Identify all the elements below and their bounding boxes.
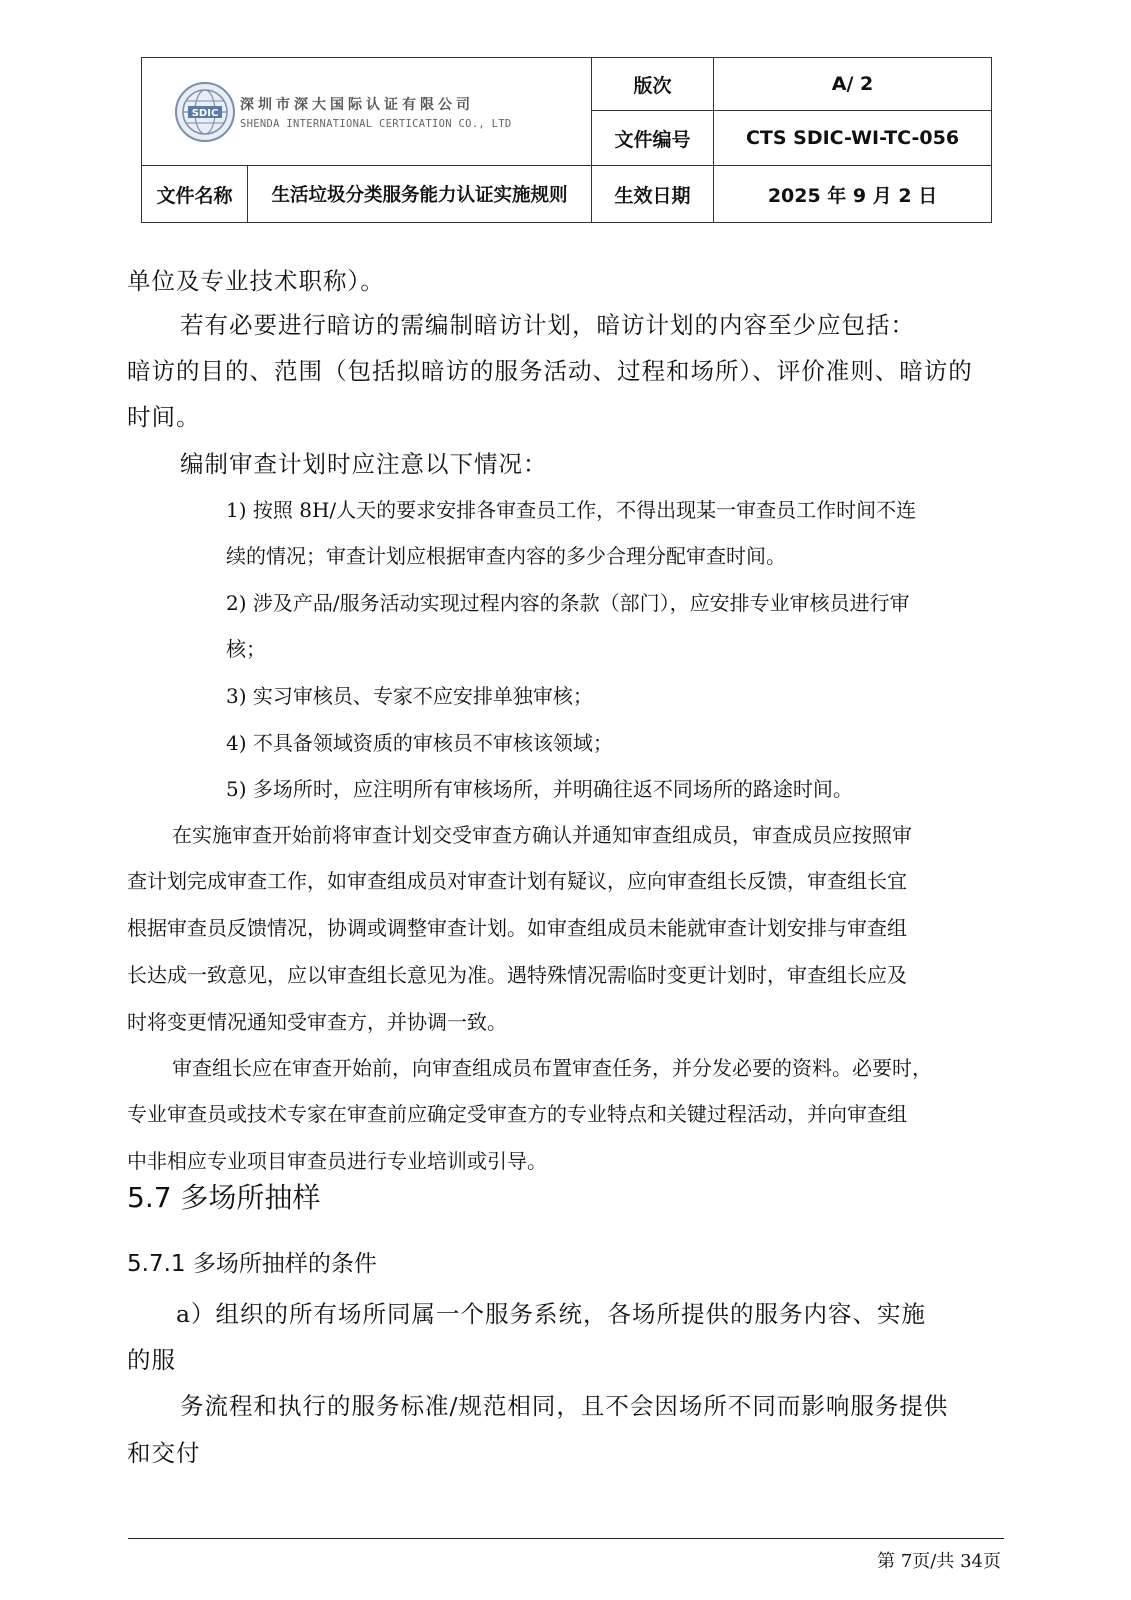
section-heading-5-7: 5.7 多场所抽样 xyxy=(127,1181,321,1214)
subsection-heading-5-7-1: 5.7.1 多场所抽样的条件 xyxy=(127,1251,377,1277)
paragraph-line: a）组织的所有场所同属一个服务系统，各场所提供的服务内容、实施 xyxy=(176,1300,927,1328)
list-item: 2) 涉及产品/服务活动实现过程内容的条款（部门），应安排专业审核员进行审 xyxy=(226,591,910,615)
paragraph-line: 在实施审查开始前将审查计划交受审查方确认并通知审查组成员，审查成员应按照审 xyxy=(172,823,912,847)
list-item: 续的情况；审查计划应根据审查内容的多少合理分配审查时间。 xyxy=(226,544,786,568)
paragraph-line: 时将变更情况通知受审查方，并协调一致。 xyxy=(127,1010,507,1034)
doc-number-value: CTS SDIC-WI-TC-056 xyxy=(714,111,992,166)
list-item: 5) 多场所时，应注明所有审核场所，并明确往返不同场所的路途时间。 xyxy=(226,777,853,801)
document-header-table xyxy=(141,57,992,223)
list-item: 3) 实习审核员、专家不应安排单独审核； xyxy=(226,684,593,708)
paragraph-line: 中非相应专业项目审查员进行专业培训或引导。 xyxy=(127,1149,547,1173)
paragraph-line: 暗访的目的、范围（包括拟暗访的服务活动、过程和场所）、评价准则、暗访的 xyxy=(127,357,973,385)
paragraph-line: 编制审查计划时应注意以下情况： xyxy=(180,450,548,478)
effective-date-value: 2025 年 9 月 2 日 xyxy=(714,166,992,223)
company-logo-icon xyxy=(174,81,236,143)
page-number: 第 7页/共 34页 xyxy=(877,1551,1001,1572)
paragraph-line: 务流程和执行的服务标准/规范相同，且不会因场所不同而影响服务提供 xyxy=(180,1392,949,1420)
paragraph-line: 和交付 xyxy=(127,1439,201,1467)
version-value: A/ 2 xyxy=(714,58,992,111)
paragraph-line: 根据审查员反馈情况，协调或调整审查计划。如审查组成员未能就审查计划安排与审查组 xyxy=(127,916,907,940)
file-name-value: 生活垃圾分类服务能力认证实施规则 xyxy=(248,166,592,223)
paragraph-line: 单位及专业技术职称）。 xyxy=(127,267,385,295)
company-logo-cell xyxy=(142,58,592,166)
list-item: 4) 不具备领域资质的审核员不审核该领域； xyxy=(226,731,613,755)
list-item: 核； xyxy=(226,637,266,661)
list-item: 1) 按照 8H/人天的要求安排各审查员工作，不得出现某一审查员工作时间不连 xyxy=(226,498,917,522)
paragraph-line: 时间。 xyxy=(127,403,201,431)
version-label: 版次 xyxy=(592,58,714,111)
company-name-cn: 深圳市深大国际认证有限公司 xyxy=(240,96,474,113)
paragraph-line: 的服 xyxy=(127,1346,176,1374)
doc-number-label: 文件编号 xyxy=(592,111,714,166)
paragraph-line: 专业审查员或技术专家在审查前应确定受审查方的专业特点和关键过程活动，并向审查组 xyxy=(127,1102,907,1126)
effective-date-label: 生效日期 xyxy=(592,166,714,223)
paragraph-line: 若有必要进行暗访的需编制暗访计划，暗访计划的内容至少应包括： xyxy=(180,311,915,339)
file-name-label: 文件名称 xyxy=(142,166,248,223)
paragraph-line: 长达成一致意见，应以审查组长意见为准。遇特殊情况需临时变更计划时，审查组长应及 xyxy=(127,963,907,987)
company-name-en: SHENDA INTERNATIONAL CERTICATION CO., LTD xyxy=(240,117,512,130)
footer-divider xyxy=(128,1538,1004,1539)
paragraph-line: 审查组长应在审查开始前，向审查组成员布置审查任务，并分发必要的资料。必要时， xyxy=(172,1056,932,1080)
svg-text:SDIC: SDIC xyxy=(191,107,219,119)
paragraph-line: 查计划完成审查工作，如审查组成员对审查计划有疑议，应向审查组长反馈，审查组长宜 xyxy=(127,869,907,893)
